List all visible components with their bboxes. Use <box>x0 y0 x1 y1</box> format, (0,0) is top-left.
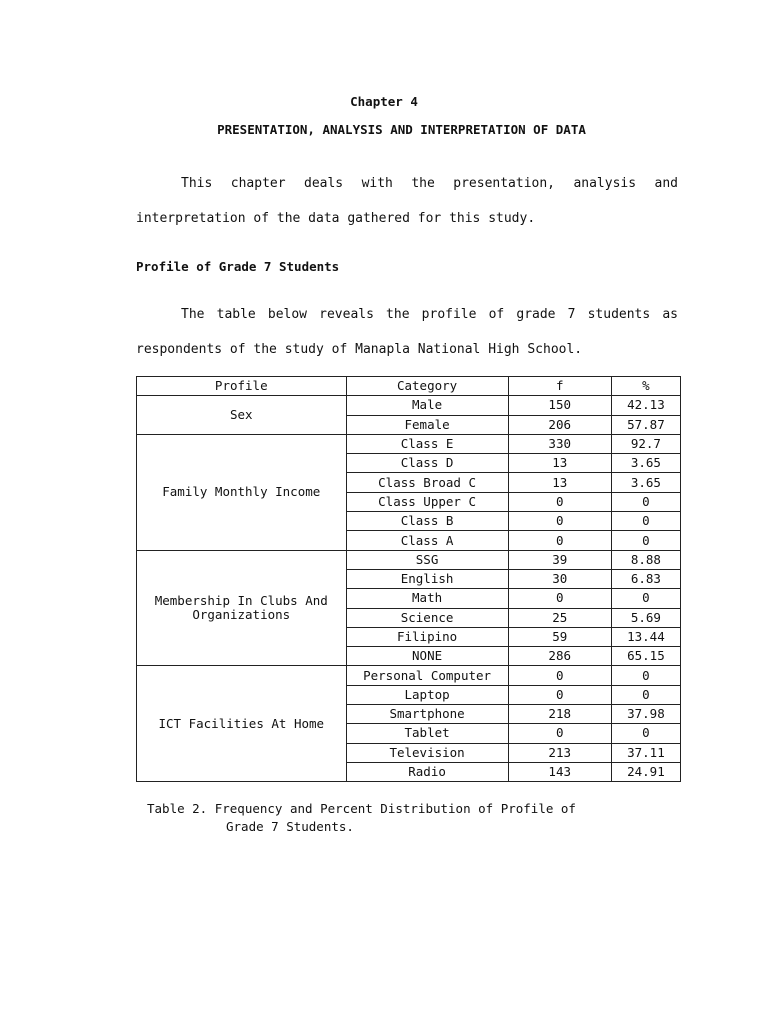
frequency-cell: 0 <box>508 589 611 608</box>
percent-cell: 0 <box>611 589 680 608</box>
percent-cell: 0 <box>611 492 680 511</box>
table-row <box>137 666 681 685</box>
caption-line-2: Grade 7 Students. <box>226 819 354 834</box>
category-cell: Smartphone <box>346 705 508 724</box>
header-profile: Profile <box>137 377 347 396</box>
category-cell: SSG <box>346 550 508 569</box>
percent-cell: 57.87 <box>611 415 680 434</box>
category-cell: Class B <box>346 512 508 531</box>
frequency-cell: 213 <box>508 743 611 762</box>
category-cell: Personal Computer <box>346 666 508 685</box>
category-cell: Radio <box>346 762 508 781</box>
frequency-cell: 0 <box>508 531 611 550</box>
category-cell: Television <box>346 743 508 762</box>
frequency-cell: 218 <box>508 705 611 724</box>
percent-cell: 65.15 <box>611 647 680 666</box>
percent-cell: 0 <box>611 685 680 704</box>
percent-cell: 42.13 <box>611 396 680 415</box>
percent-cell: 92.7 <box>611 434 680 453</box>
frequency-cell: 25 <box>508 608 611 627</box>
frequency-cell: 206 <box>508 415 611 434</box>
table-row <box>137 434 681 453</box>
percent-cell: 24.91 <box>611 762 680 781</box>
frequency-cell: 13 <box>508 473 611 492</box>
frequency-cell: 0 <box>508 724 611 743</box>
percent-cell: 37.11 <box>611 743 680 762</box>
category-cell: Science <box>346 608 508 627</box>
category-cell: Female <box>346 415 508 434</box>
percent-cell: 8.88 <box>611 550 680 569</box>
category-cell: Class E <box>346 434 508 453</box>
header-percent: % <box>611 377 680 396</box>
category-cell: Class D <box>346 454 508 473</box>
category-cell: Filipino <box>346 627 508 646</box>
header-frequency: f <box>508 377 611 396</box>
frequency-cell: 150 <box>508 396 611 415</box>
category-cell: Class A <box>346 531 508 550</box>
header-category: Category <box>346 377 508 396</box>
section-heading: Profile of Grade 7 Students <box>136 259 340 274</box>
chapter-title: PRESENTATION, ANALYSIS AND INTERPRETATION OF DATA <box>217 122 586 137</box>
frequency-cell: 59 <box>508 627 611 646</box>
table-row <box>137 550 681 569</box>
caption-line-1: Table 2. Frequency and Percent Distribution of Profile of <box>147 801 576 816</box>
category-cell: Male <box>346 396 508 415</box>
profile-group-cell: Sex <box>137 396 347 435</box>
category-cell: Laptop <box>346 685 508 704</box>
frequency-cell: 39 <box>508 550 611 569</box>
frequency-cell: 0 <box>508 492 611 511</box>
percent-cell: 37.98 <box>611 705 680 724</box>
percent-cell: 13.44 <box>611 627 680 646</box>
percent-cell: 5.69 <box>611 608 680 627</box>
chapter-label: Chapter 4 <box>350 94 418 109</box>
intro-paragraph: This chapter deals with the presentation, analysis and interpretation of the data gathered for this study. <box>136 176 678 226</box>
profile-table <box>136 376 681 782</box>
percent-cell: 3.65 <box>611 473 680 492</box>
table-caption <box>147 800 678 836</box>
section-paragraph: The table below reveals the profile of grade 7 students as respondents of the study of Manapla National High School. <box>136 307 678 357</box>
category-cell: Class Broad C <box>346 473 508 492</box>
table-row <box>137 396 681 415</box>
frequency-cell: 330 <box>508 434 611 453</box>
percent-cell: 0 <box>611 666 680 685</box>
category-cell: NONE <box>346 647 508 666</box>
frequency-cell: 30 <box>508 569 611 588</box>
category-cell: Class Upper C <box>346 492 508 511</box>
frequency-cell: 0 <box>508 685 611 704</box>
percent-cell: 0 <box>611 512 680 531</box>
category-cell: Tablet <box>346 724 508 743</box>
table-body <box>137 396 681 782</box>
percent-cell: 3.65 <box>611 454 680 473</box>
frequency-cell: 13 <box>508 454 611 473</box>
frequency-cell: 0 <box>508 512 611 531</box>
frequency-cell: 143 <box>508 762 611 781</box>
percent-cell: 0 <box>611 724 680 743</box>
profile-group-cell: Family Monthly Income <box>137 434 347 550</box>
profile-group-cell: Membership In Clubs And Organizations <box>137 550 347 666</box>
profile-group-cell: ICT Facilities At Home <box>137 666 347 782</box>
frequency-cell: 0 <box>508 666 611 685</box>
table-header-row <box>137 377 681 396</box>
percent-cell: 0 <box>611 531 680 550</box>
category-cell: English <box>346 569 508 588</box>
frequency-cell: 286 <box>508 647 611 666</box>
percent-cell: 6.83 <box>611 569 680 588</box>
category-cell: Math <box>346 589 508 608</box>
